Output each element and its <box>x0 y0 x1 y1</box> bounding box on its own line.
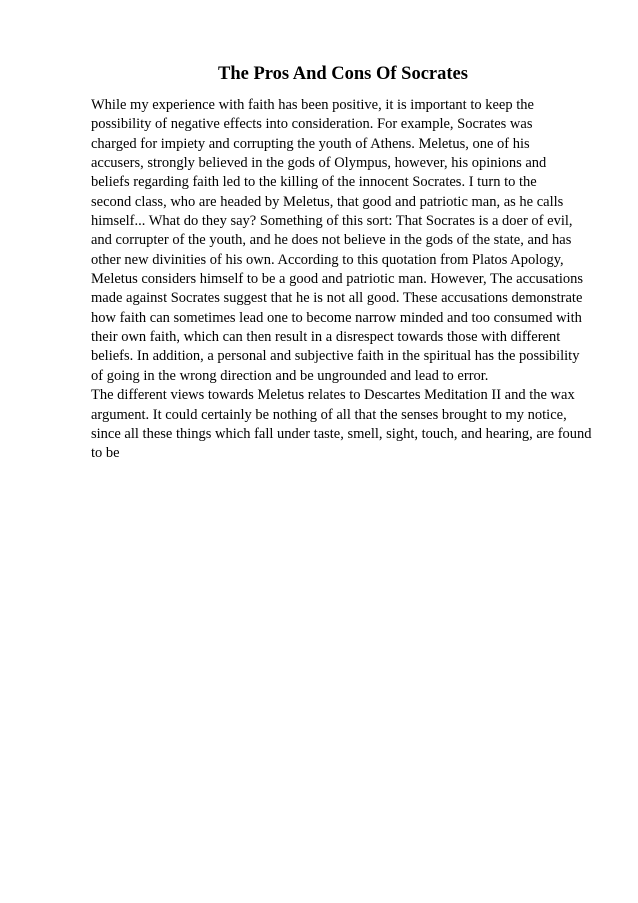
text-line: possibility of negative effects into consideration. For example, Socrates was <box>91 116 533 133</box>
text-line: of going in the wrong direction and be ungrounded and lead to error. <box>91 367 489 384</box>
text-line: accusers, strongly believed in the gods of Olympus, however, his opinions and <box>91 155 547 172</box>
text-line: their own faith, which can then result in a disrespect towards those with different <box>91 329 561 346</box>
text-line: beliefs. In addition, a personal and subjective faith in the spiritual has the possibility <box>91 348 580 365</box>
text-line: made against Socrates suggest that he is not all good. These accusations demonstrate <box>91 290 583 307</box>
text-line: to be <box>91 445 120 462</box>
text-line: second class, who are headed by Meletus, that good and patriotic man, as he calls <box>91 193 564 210</box>
text-line: and corrupter of the youth, and he does not believe in the gods of the state, and has <box>91 232 572 249</box>
text-line: argument. It could certainly be nothing of all that the senses brought to my notice, <box>91 406 567 423</box>
page-title: The Pros And Cons Of Socrates <box>218 64 468 84</box>
text-line: Meletus considers himself to be a good and patriotic man. However, The accusations <box>91 271 584 288</box>
text-line: While my experience with faith has been positive, it is important to keep the <box>91 97 534 113</box>
document-body <box>91 96 601 464</box>
text-line: The different views towards Meletus relates to Descartes Meditation II and the wax <box>91 387 575 404</box>
text-line: charged for impiety and corrupting the youth of Athens. Meletus, one of his <box>91 135 530 152</box>
text-line: other new divinities of his own. According to this quotation from Platos Apology, <box>91 251 564 268</box>
text-line: how faith can sometimes lead one to become narrow minded and too consumed with <box>91 309 582 326</box>
text-line: since all these things which fall under taste, smell, sight, touch, and hearing, are found <box>91 425 592 442</box>
text-line: beliefs regarding faith led to the killing of the innocent Socrates. I turn to the <box>91 174 537 191</box>
text-line: himself... What do they say? Something of this sort: That Socrates is a doer of evil, <box>91 213 573 230</box>
